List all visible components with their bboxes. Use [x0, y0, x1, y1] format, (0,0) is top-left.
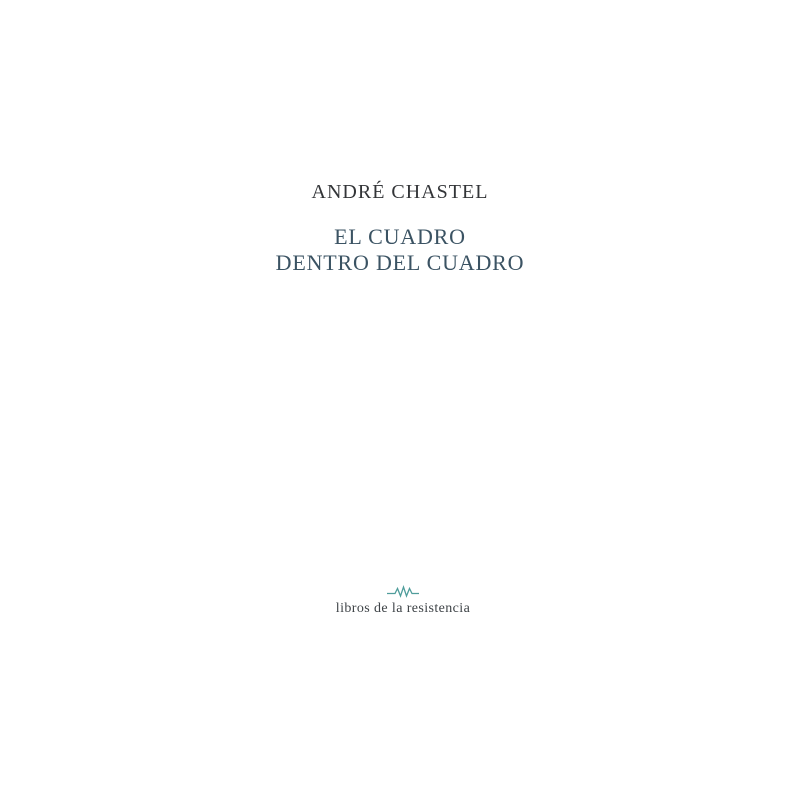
title-line-1: EL CUADRO	[334, 224, 466, 249]
author-name: ANDRÉ CHASTEL	[311, 181, 489, 203]
publisher-block	[3, 584, 800, 617]
book-title	[0, 224, 800, 276]
publisher-name: libros de la resistencia	[335, 601, 471, 616]
title-line-2: DENTRO DEL CUADRO	[275, 250, 525, 275]
waveform-zigzag-icon	[386, 584, 420, 600]
